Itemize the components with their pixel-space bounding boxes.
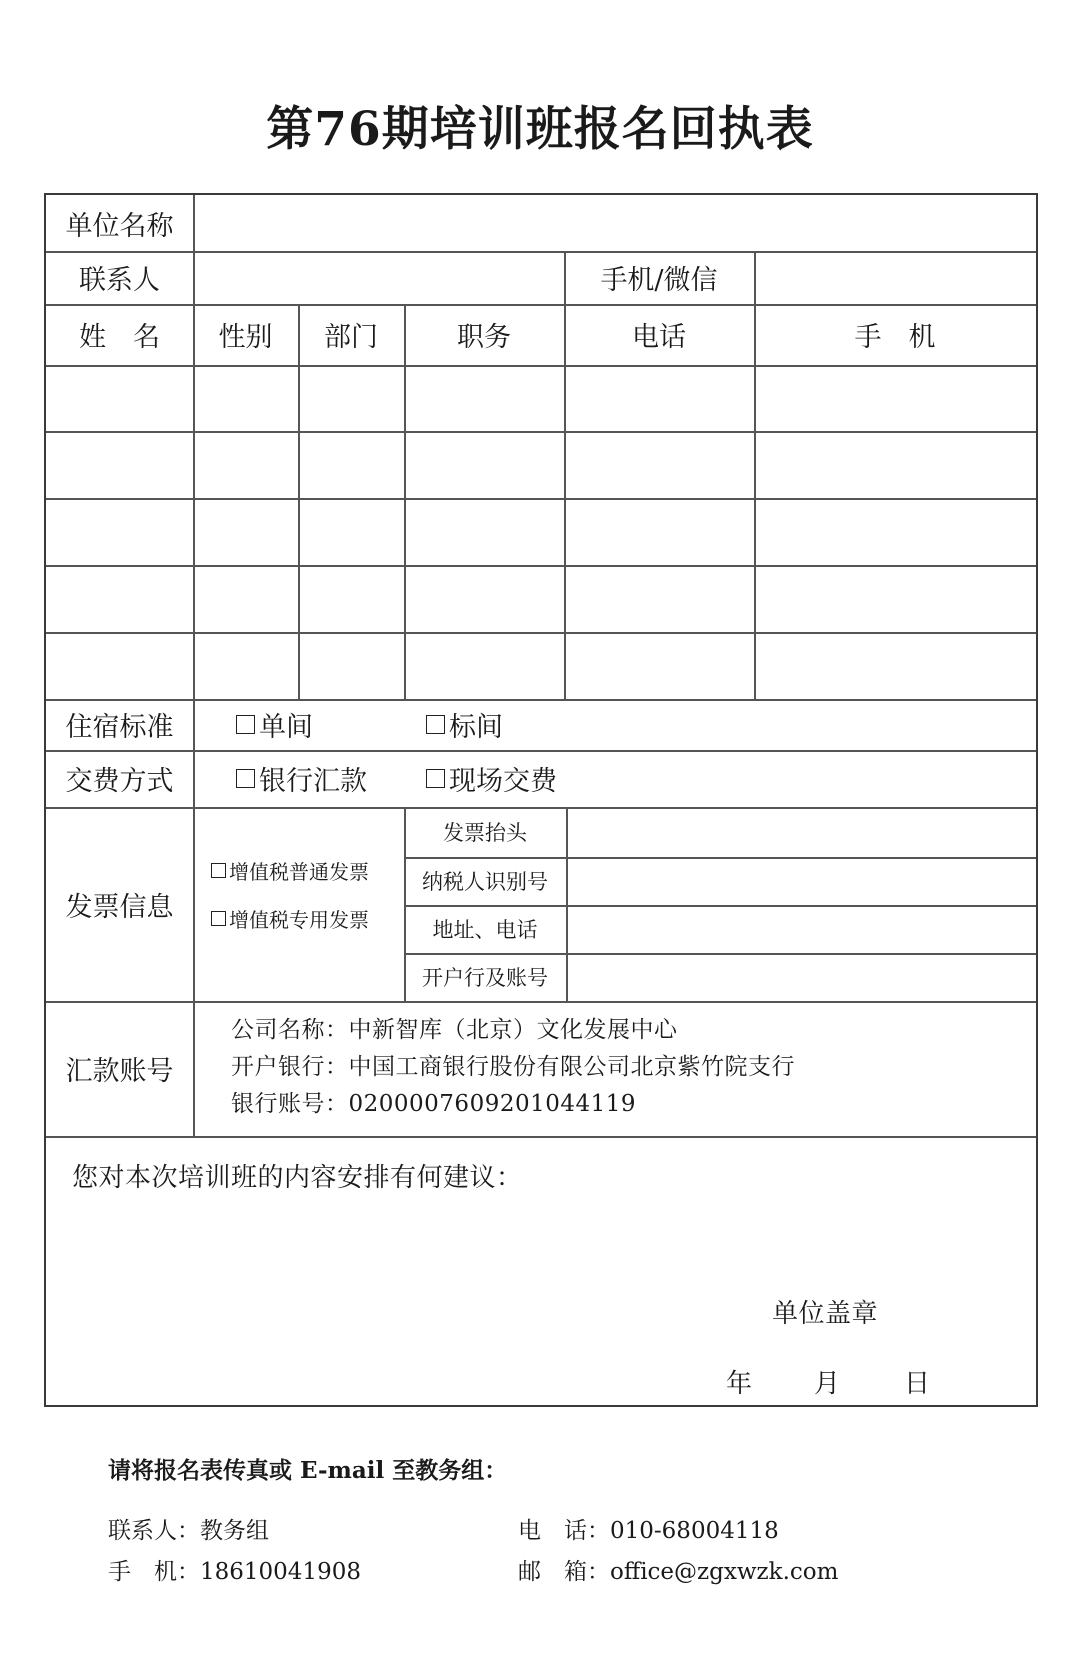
address-phone-field[interactable] <box>567 905 1036 953</box>
attendee-row[interactable] <box>46 499 1036 565</box>
suggestion-prompt: 您对本次培训班的内容安排有何建议： <box>72 1163 523 1193</box>
footer-phone: 电 话：010-68004118 <box>518 1518 779 1544</box>
date-year-label: 年 <box>726 1369 753 1399</box>
footer-heading: 请将报名表传真或 E-mail 至教务组： <box>108 1457 508 1484</box>
contact-label: 联系人 <box>79 265 160 296</box>
col-phone-header: 电话 <box>632 322 686 353</box>
bank-account-field[interactable] <box>567 953 1036 1001</box>
mobile-wechat-field[interactable] <box>755 251 1036 304</box>
remit-label: 汇款账号 <box>65 1056 174 1087</box>
attendee-row[interactable] <box>46 633 1036 699</box>
mobile-wechat-label: 手机/微信 <box>600 265 718 296</box>
col-dept-header: 部门 <box>324 322 378 353</box>
bank-transfer-option[interactable]: 银行汇款 <box>236 750 367 807</box>
registration-form <box>44 193 1038 1407</box>
col-name-header: 姓 名 <box>79 322 160 353</box>
checkbox-icon[interactable] <box>236 715 255 734</box>
standard-room-option[interactable]: 标间 <box>426 699 503 750</box>
unit-name-field[interactable] <box>194 195 1036 251</box>
remit-company-line: 公司名称：中新智库（北京）文化发展中心 <box>231 1017 678 1043</box>
attendee-row[interactable] <box>46 432 1036 498</box>
address-phone-label: 地址、电话 <box>432 918 538 942</box>
general-vat-invoice-option[interactable]: 增值税普通发票 <box>211 855 369 885</box>
date-month-label: 月 <box>814 1369 841 1399</box>
contact-field[interactable] <box>194 251 564 304</box>
remit-bank-line: 开户银行：中国工商银行股份有限公司北京紫竹院支行 <box>231 1054 795 1080</box>
footer-email[interactable]: 邮 箱：office@zgxwzk.com <box>518 1559 839 1585</box>
attendee-row[interactable] <box>46 366 1036 431</box>
col-mobile-header: 手 机 <box>854 322 936 353</box>
attendee-row[interactable] <box>46 566 1036 632</box>
checkbox-icon[interactable] <box>426 769 445 788</box>
remit-account-line: 银行账号：0200007609201044119 <box>231 1091 637 1117</box>
checkbox-icon[interactable] <box>236 769 255 788</box>
invoice-title-label: 发票抬头 <box>443 821 527 845</box>
footer-mobile: 手 机：18610041908 <box>108 1559 361 1585</box>
onsite-payment-option[interactable]: 现场交费 <box>426 750 557 807</box>
checkbox-icon[interactable] <box>211 863 226 878</box>
single-room-option[interactable]: 单间 <box>236 699 313 750</box>
taxpayer-id-label: 纳税人识别号 <box>422 870 548 894</box>
page-title: 第76期培训班报名回执表 <box>266 102 814 157</box>
col-position-header: 职务 <box>457 322 511 353</box>
invoice-title-field[interactable] <box>567 807 1036 857</box>
bank-account-label: 开户行及账号 <box>422 966 548 990</box>
invoice-label: 发票信息 <box>65 891 174 923</box>
payment-label: 交费方式 <box>65 766 174 797</box>
date-day-label: 日 <box>904 1369 931 1399</box>
checkbox-icon[interactable] <box>426 715 445 734</box>
stamp-label: 单位盖章 <box>772 1299 879 1329</box>
suggestion-field[interactable] <box>46 1195 1036 1335</box>
accommodation-label: 住宿标准 <box>65 712 174 743</box>
special-vat-invoice-option[interactable]: 增值税专用发票 <box>211 903 369 933</box>
taxpayer-id-field[interactable] <box>567 857 1036 905</box>
col-gender-header: 性别 <box>218 322 273 353</box>
footer-contact: 联系人：教务组 <box>108 1518 269 1544</box>
checkbox-icon[interactable] <box>211 911 226 926</box>
unit-name-label: 单位名称 <box>65 210 174 242</box>
